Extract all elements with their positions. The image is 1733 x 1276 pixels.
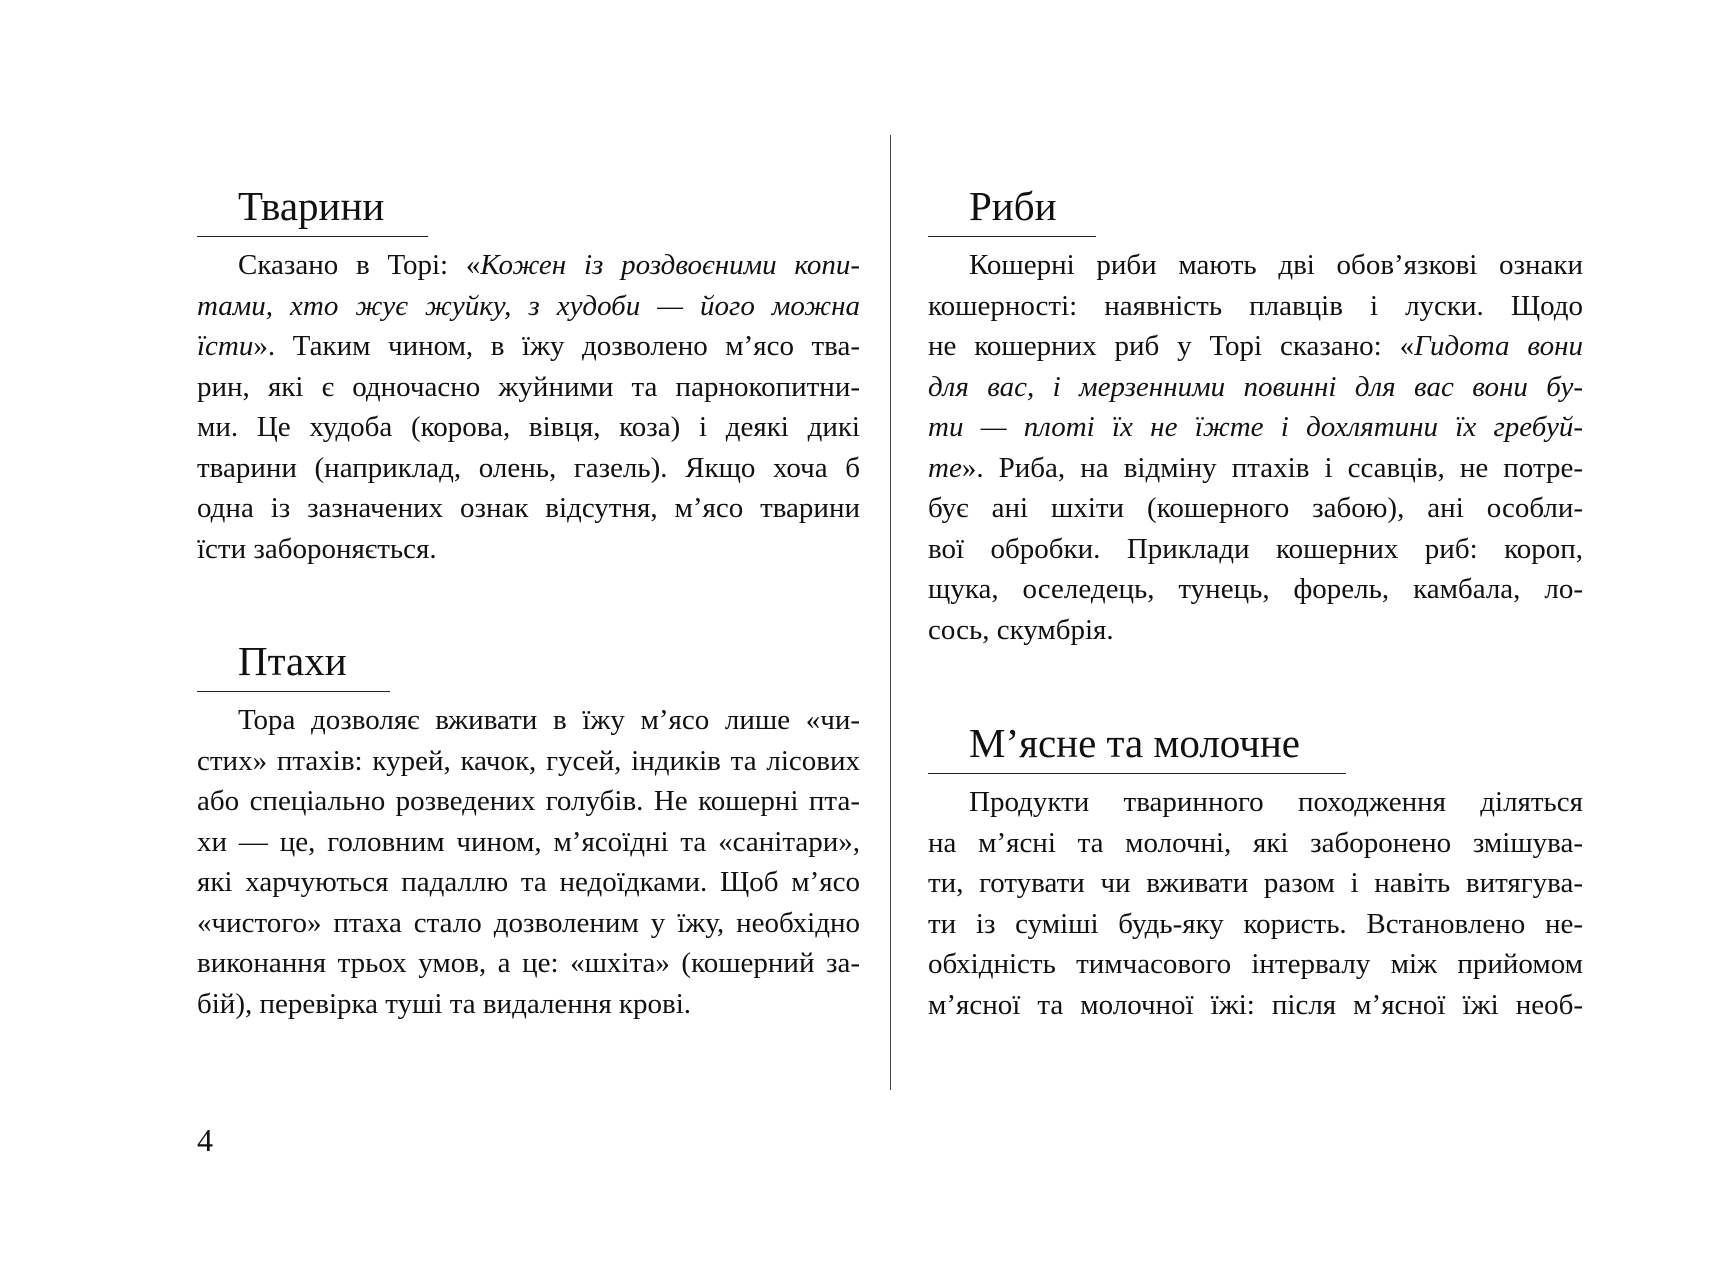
- page-number: 4: [197, 1122, 213, 1158]
- text-line: обхідність тимчасового інтервалу між прийомом: [928, 948, 1583, 980]
- text-line: їсти забороняється.: [197, 532, 437, 565]
- text-line: не кошерних риб у Торі сказано: «Гидота вони: [928, 330, 1583, 362]
- section-birds: [197, 637, 860, 1024]
- text-line: ти із суміші будь-яку користь. Встановлено не-: [928, 907, 1583, 940]
- heading-underline: [928, 773, 1346, 774]
- text-line: «чистого» птаха стало дозволеним у їжу, необхідно: [197, 906, 860, 939]
- text-line: тами, хто жує жуйку, з худоби — його можна: [197, 289, 860, 322]
- section-animals: [197, 182, 860, 569]
- text-line: рин, які є одночасно жуйними та парнокопитни-: [197, 370, 860, 403]
- paragraph-fish: [928, 245, 1583, 650]
- text-line: стих» птахів: курей, качок, гусей, індиків та лісових: [197, 744, 860, 777]
- text-line: на м’ясні та молочні, які заборонено змішува-: [928, 826, 1583, 859]
- text-line: виконання трьох умов, а це: «шхіта» (кошерний за-: [197, 947, 860, 979]
- text-line: м’ясної та молочної їжі: після м’ясної їжі необ-: [928, 988, 1583, 1021]
- heading-underline: [197, 691, 390, 692]
- text-line: Сказано в Торі: «Кожен із роздвоєними копи-: [238, 249, 860, 281]
- text-line: Кошерні риби мають дві обов’язкові ознаки: [969, 249, 1583, 281]
- text-line: ти — плоті їх не їжте і дохлятини їх гребуй-: [928, 411, 1583, 443]
- text-line: щука, оселедець, тунець, форель, камбала, ло-: [928, 573, 1583, 605]
- text-line: їсти». Таким чином, в їжу дозволено м’ясо тва-: [197, 330, 860, 362]
- section-heading-animals: Тварини: [238, 183, 385, 229]
- text-line: хи — це, головним чином, м’ясоїдні та «санітари»,: [197, 825, 860, 858]
- text-line: тварини (наприклад, олень, газель). Якщо хоча б: [197, 451, 860, 484]
- paragraph-meat-dairy: [928, 782, 1583, 1025]
- text-line: ти, готувати чи вживати разом і навіть витягува-: [928, 867, 1583, 899]
- paragraph-animals: [197, 245, 860, 569]
- section-heading-fish: Риби: [969, 183, 1057, 229]
- paragraph-birds: [197, 700, 860, 1024]
- text-line: або спеціально розведених голубів. Не кошерні пта-: [197, 785, 860, 817]
- text-line: бує ані шхіти (кошерного забою), ані особли-: [928, 492, 1583, 524]
- heading-underline: [197, 236, 428, 237]
- section-heading-birds: Птахи: [238, 638, 347, 684]
- section-meat-dairy: [928, 719, 1583, 1025]
- section-fish: [928, 182, 1583, 650]
- text-line: кошерності: наявність плавців і луски. Щодо: [928, 289, 1583, 322]
- text-line: для вас, і мерзенними повинні для вас вони бу-: [928, 370, 1583, 403]
- text-line: вої обробки. Приклади кошерних риб: короп,: [928, 532, 1583, 565]
- text-line: сось, скумбрія.: [928, 613, 1114, 646]
- text-line: одна із зазначених ознак відсутня, м’ясо тварини: [197, 492, 860, 524]
- section-heading-meat-dairy: М’ясне та молочне: [969, 720, 1300, 766]
- text-line: бій), перевірка туші та видалення крові.: [197, 987, 692, 1020]
- text-line: які харчуються падаллю та недоїдками. Щоб м’ясо: [197, 866, 860, 898]
- text-line: ми. Це худоба (корова, вівця, коза) і деякі дикі: [197, 411, 860, 443]
- heading-underline: [928, 236, 1096, 237]
- text-line: Продукти тваринного походження діляться: [969, 786, 1583, 818]
- column-divider: [890, 135, 891, 1090]
- text-line: те». Риба, на відміну птахів і ссавців, не потре-: [928, 451, 1583, 484]
- text-line: Тора дозволяє вживати в їжу м’ясо лише «чи-: [238, 704, 860, 736]
